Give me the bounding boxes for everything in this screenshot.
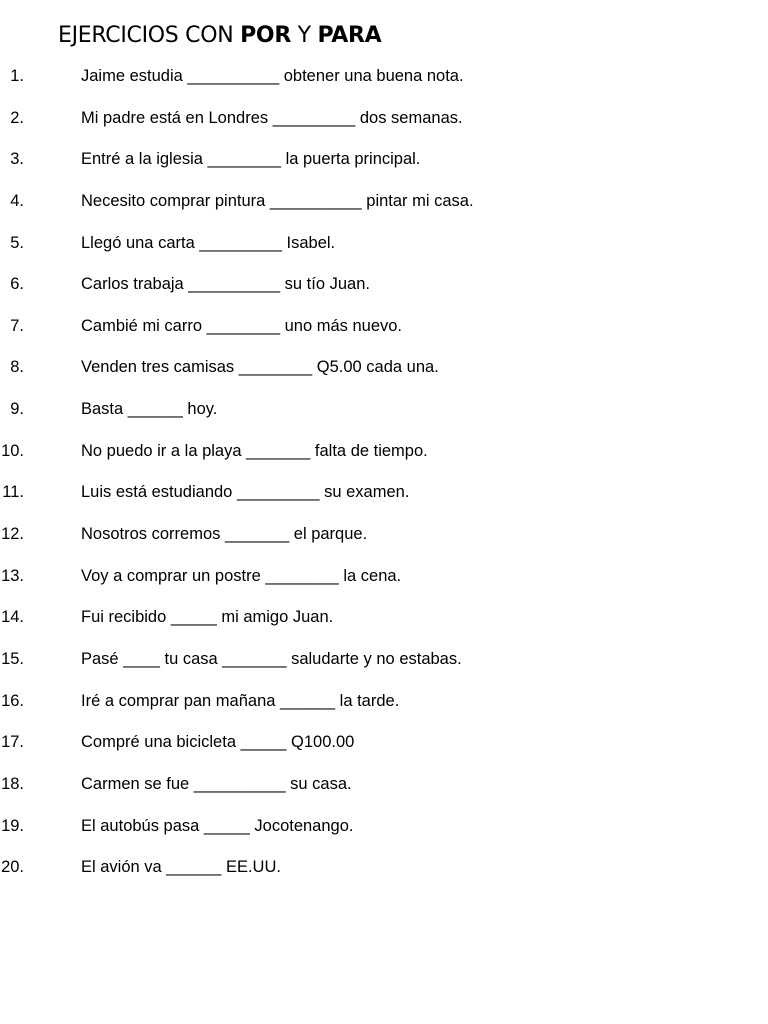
exercise-number: 20. [1, 858, 24, 877]
exercise-item [0, 187, 720, 229]
exercise-number: 17. [1, 733, 24, 752]
exercise-text: No puedo ir a la playa _______ falta de tiempo. [81, 441, 428, 460]
exercise-text: Necesito comprar pintura __________ pintar mi casa. [81, 191, 474, 210]
exercise-item [0, 812, 720, 854]
title-prefix: EJERCICIOS CON [58, 23, 241, 48]
exercise-text: Compré una bicicleta _____ Q100.00 [81, 733, 355, 752]
exercise-item [0, 437, 720, 479]
exercise-number: 15. [1, 649, 24, 668]
exercise-number: 6. [10, 275, 24, 294]
exercise-text: Voy a comprar un postre ________ la cena. [81, 566, 402, 585]
exercise-item [0, 104, 720, 146]
exercise-item [0, 145, 720, 187]
exercise-text: Cambié mi carro ________ uno más nuevo. [81, 316, 403, 335]
exercise-item [0, 312, 720, 354]
exercise-text: Pasé ____ tu casa _______ saludarte y no estabas. [81, 649, 462, 668]
exercise-item [0, 478, 720, 520]
exercise-number: 18. [1, 774, 24, 793]
exercise-text: Carlos trabaja __________ su tío Juan. [81, 275, 370, 294]
exercise-item [0, 395, 720, 437]
exercise-text: Fui recibido _____ mi amigo Juan. [81, 608, 334, 627]
exercise-text: Iré a comprar pan mañana ______ la tarde. [81, 691, 400, 710]
title-word-para: PARA [317, 23, 382, 48]
exercise-item [0, 353, 720, 395]
exercise-number: 9. [10, 400, 24, 419]
exercise-number: 19. [1, 816, 24, 835]
exercise-text: Nosotros corremos _______ el parque. [81, 525, 368, 544]
exercise-text: Venden tres camisas ________ Q5.00 cada una. [81, 358, 439, 377]
exercise-item [0, 728, 720, 770]
exercise-list [0, 62, 720, 895]
exercise-text: Carmen se fue __________ su casa. [81, 774, 352, 793]
exercise-text: Mi padre está en Londres _________ dos semanas. [81, 108, 463, 127]
exercise-number: 11. [2, 483, 24, 502]
exercise-number: 12. [1, 525, 24, 544]
exercise-number: 7. [10, 316, 24, 335]
exercise-item [0, 229, 720, 271]
exercise-number: 13. [1, 566, 24, 585]
exercise-item [0, 562, 720, 604]
exercise-text: El avión va ______ EE.UU. [81, 858, 281, 877]
exercise-number: 10. [1, 441, 24, 460]
exercise-item [0, 770, 720, 812]
exercise-number: 14. [1, 608, 24, 627]
exercise-item [0, 62, 720, 104]
exercise-text: Jaime estudia __________ obtener una buena nota. [81, 67, 464, 85]
exercise-item [0, 270, 720, 312]
exercise-number: 8. [10, 358, 24, 377]
exercise-text: Basta ______ hoy. [81, 400, 218, 419]
exercise-item [0, 520, 720, 562]
exercise-number: 16. [1, 691, 24, 710]
exercise-item [0, 603, 720, 645]
exercise-number: 4. [10, 191, 24, 210]
exercise-number: 3. [10, 150, 24, 169]
exercise-item [0, 645, 720, 687]
title-connector: Y [290, 23, 318, 48]
exercise-text: El autobús pasa _____ Jocotenango. [81, 816, 354, 835]
title-word-por: POR [240, 23, 291, 48]
exercise-text: Llegó una carta _________ Isabel. [81, 233, 336, 252]
exercise-item [0, 687, 720, 729]
exercise-number: 1. [10, 67, 24, 85]
exercise-text: Entré a la iglesia ________ la puerta principal. [81, 150, 421, 169]
exercise-number: 2. [10, 108, 24, 127]
exercise-item [0, 853, 720, 895]
page-title [58, 20, 381, 52]
exercise-number: 5. [10, 233, 24, 252]
exercise-text: Luis está estudiando _________ su examen. [81, 483, 410, 502]
